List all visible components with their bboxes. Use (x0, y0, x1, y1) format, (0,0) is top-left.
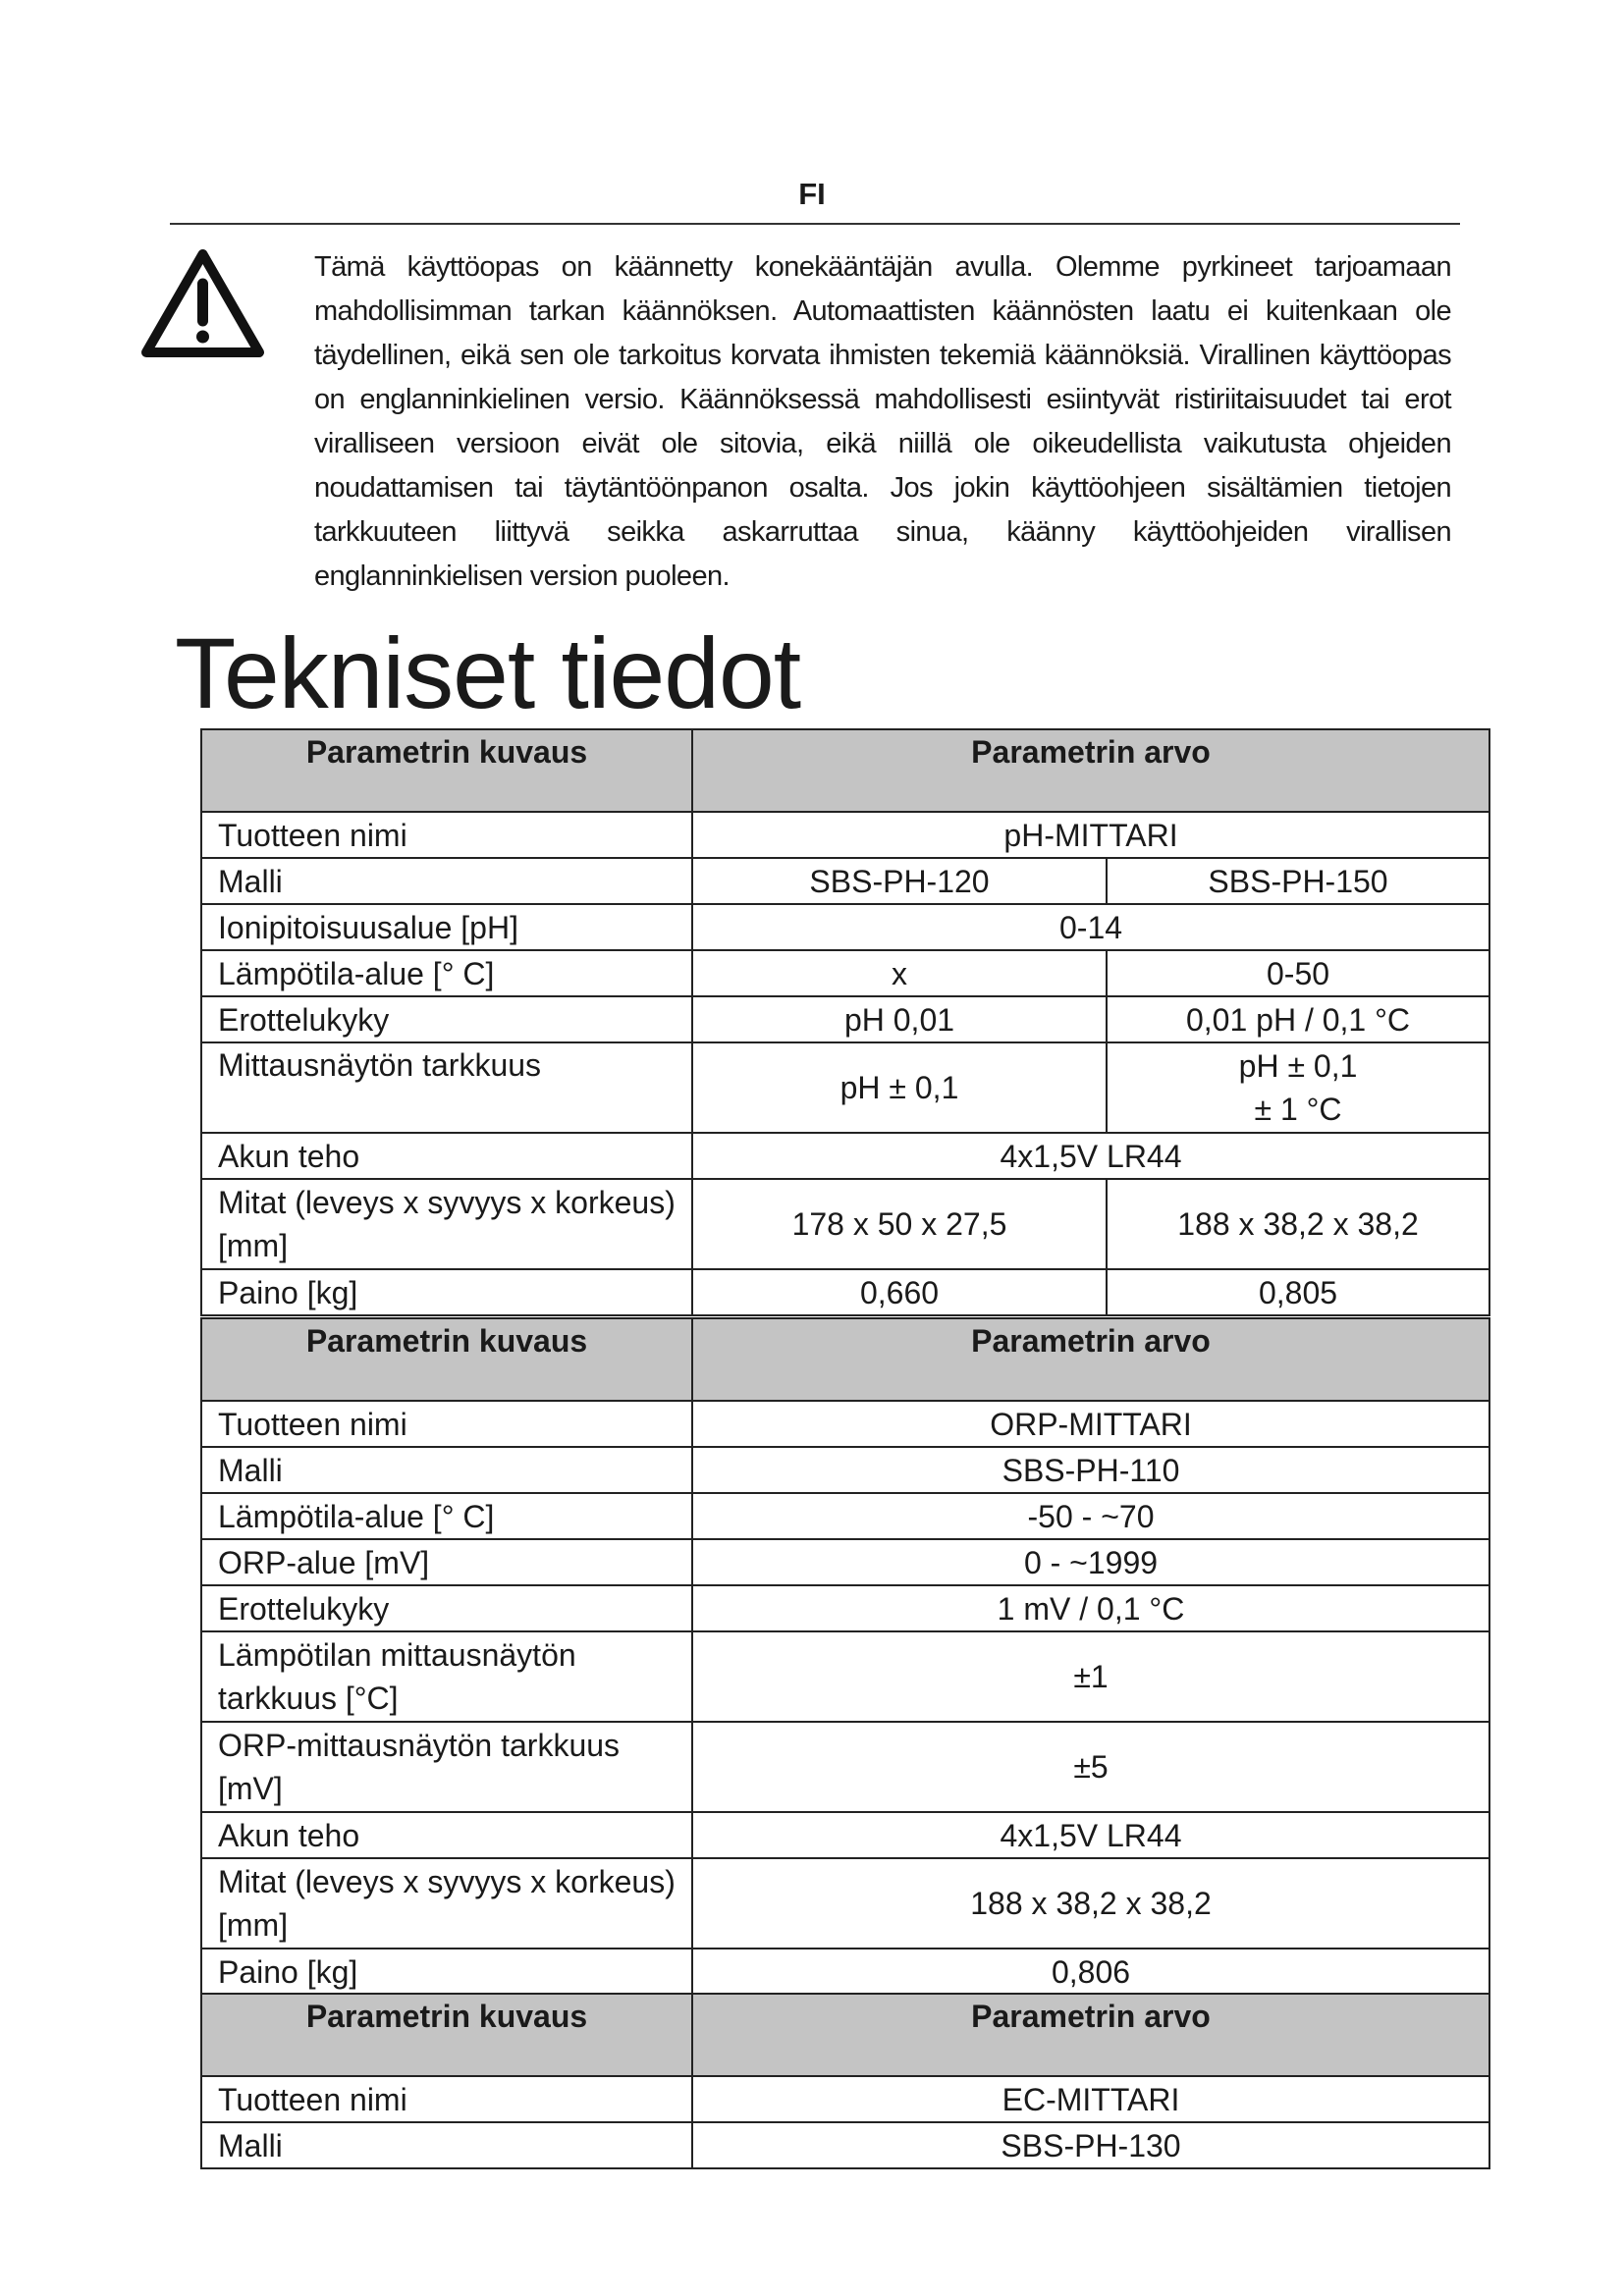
row-label: Lämpötila-alue [° C] (201, 1493, 692, 1539)
table-row (201, 1631, 1489, 1722)
row-value: ±1 (692, 1631, 1489, 1722)
row-value: 4x1,5V LR44 (692, 1133, 1489, 1179)
header-divider (170, 223, 1460, 225)
table-row (201, 1042, 1489, 1133)
row-label: Tuotteen nimi (201, 2076, 692, 2122)
row-value-model-b: 188 x 38,2 x 38,2 (1107, 1179, 1489, 1269)
table-row (201, 1539, 1489, 1585)
translation-disclaimer: Tämä käyttöopas on käännetty konekääntäjän avulla. Olemme pyrkineet tarjoamaan mahdollisimman tarkan käännöksen. Automaattisten käännösten laatu ei kuitenkaan ole täydellinen, eikä sen ole tarkoitus korvata ihmisten tekemiä käännöksiä. Virallinen käyttöopas on englanninkielinen versio. Käännöksessä mahdollisesti esiintyvät ristiriitaisuudet tai erot viralliseen versioon eivät ole sitovia, eikä niillä ole oikeudellista vaikutusta ohjeiden noudattamisen tai täytäntöönpanon osalta. Jos jokin käyttöohjeen sisältämien tietojen tarkkuuteen liittyvä seikka askarruttaa sinua, käänny käyttöohjeiden virallisen englanninkielisen version puoleen. (314, 251, 1451, 592)
row-label: Malli (201, 858, 692, 904)
page-title: Tekniset tiedot (175, 617, 801, 729)
row-value-model-b: 0,01 pH / 0,1 °C (1107, 996, 1489, 1042)
table-header-row (201, 729, 1489, 812)
table-row (201, 1812, 1489, 1858)
column-header-parameter: Parametrin kuvaus (201, 729, 692, 812)
table-row (201, 1179, 1489, 1269)
table-row (201, 812, 1489, 858)
table-row (201, 1493, 1489, 1539)
table-row (201, 1133, 1489, 1179)
row-value-model-b: 0-50 (1107, 950, 1489, 996)
table-row (201, 950, 1489, 996)
table-row (201, 1949, 1489, 1995)
table-row (201, 1722, 1489, 1812)
row-value: 1 mV / 0,1 °C (692, 1585, 1489, 1631)
table-row (201, 1401, 1489, 1447)
table-header-row (201, 1994, 1489, 2076)
accuracy-temp-line: ± 1 °C (1254, 1092, 1342, 1127)
row-value: ±5 (692, 1722, 1489, 1812)
column-header-parameter: Parametrin kuvaus (201, 1994, 692, 2076)
row-label: Mitat (leveys x syvyys x korkeus) [mm] (201, 1858, 692, 1949)
row-label: Malli (201, 1447, 692, 1493)
row-value-model-b: SBS-PH-150 (1107, 858, 1489, 904)
row-value-model-a: pH 0,01 (692, 996, 1107, 1042)
warning-triangle-icon (140, 248, 265, 358)
row-label: Ionipitoisuusalue [pH] (201, 904, 692, 950)
language-code: FI (798, 177, 826, 211)
row-value-model-b (1107, 1042, 1489, 1133)
row-value: -50 - ~70 (692, 1493, 1489, 1539)
row-label: Akun teho (201, 1812, 692, 1858)
row-value-model-a: x (692, 950, 1107, 996)
row-label: Akun teho (201, 1133, 692, 1179)
column-header-value: Parametrin arvo (692, 729, 1489, 812)
table-row (201, 858, 1489, 904)
row-label: Mittausnäytön tarkkuus (201, 1042, 692, 1133)
row-value: 4x1,5V LR44 (692, 1812, 1489, 1858)
row-value-model-a: SBS-PH-120 (692, 858, 1107, 904)
table-row (201, 1269, 1489, 1315)
row-value-model-b: 0,805 (1107, 1269, 1489, 1315)
row-value: 0 - ~1999 (692, 1539, 1489, 1585)
row-value: 0,806 (692, 1949, 1489, 1995)
ph-meter-spec-table (200, 728, 1490, 1316)
row-value: EC-MITTARI (692, 2076, 1489, 2122)
row-value-model-a: 178 x 50 x 27,5 (692, 1179, 1107, 1269)
row-label: Paino [kg] (201, 1949, 692, 1995)
row-value: ORP-MITTARI (692, 1401, 1489, 1447)
column-header-value: Parametrin arvo (692, 1318, 1489, 1401)
row-label: Lämpötilan mittausnäytön tarkkuus [°C] (201, 1631, 692, 1722)
column-header-parameter: Parametrin kuvaus (201, 1318, 692, 1401)
row-label: Mitat (leveys x syvyys x korkeus) [mm] (201, 1179, 692, 1269)
row-label: Erottelukyky (201, 996, 692, 1042)
row-value: 0-14 (692, 904, 1489, 950)
table-row (201, 2076, 1489, 2122)
table-row (201, 1585, 1489, 1631)
column-header-value: Parametrin arvo (692, 1994, 1489, 2076)
table-row (201, 1858, 1489, 1949)
row-value-model-a: pH ± 0,1 (692, 1042, 1107, 1133)
row-label: Tuotteen nimi (201, 1401, 692, 1447)
row-value: pH-MITTARI (692, 812, 1489, 858)
ec-meter-spec-table (200, 1993, 1490, 2169)
row-label: Erottelukyky (201, 1585, 692, 1631)
row-label: Malli (201, 2122, 692, 2168)
row-label: ORP-alue [mV] (201, 1539, 692, 1585)
row-value: 188 x 38,2 x 38,2 (692, 1858, 1489, 1949)
row-label: ORP-mittausnäytön tarkkuus [mV] (201, 1722, 692, 1812)
row-value: SBS-PH-110 (692, 1447, 1489, 1493)
table-header-row (201, 1318, 1489, 1401)
table-row (201, 904, 1489, 950)
table-row (201, 996, 1489, 1042)
accuracy-ph-line: pH ± 0,1 (1238, 1048, 1358, 1084)
row-label: Lämpötila-alue [° C] (201, 950, 692, 996)
row-label: Paino [kg] (201, 1269, 692, 1315)
table-row (201, 2122, 1489, 2168)
orp-meter-spec-table (200, 1317, 1490, 1996)
row-label: Tuotteen nimi (201, 812, 692, 858)
row-value: SBS-PH-130 (692, 2122, 1489, 2168)
row-value-model-a: 0,660 (692, 1269, 1107, 1315)
table-row (201, 1447, 1489, 1493)
